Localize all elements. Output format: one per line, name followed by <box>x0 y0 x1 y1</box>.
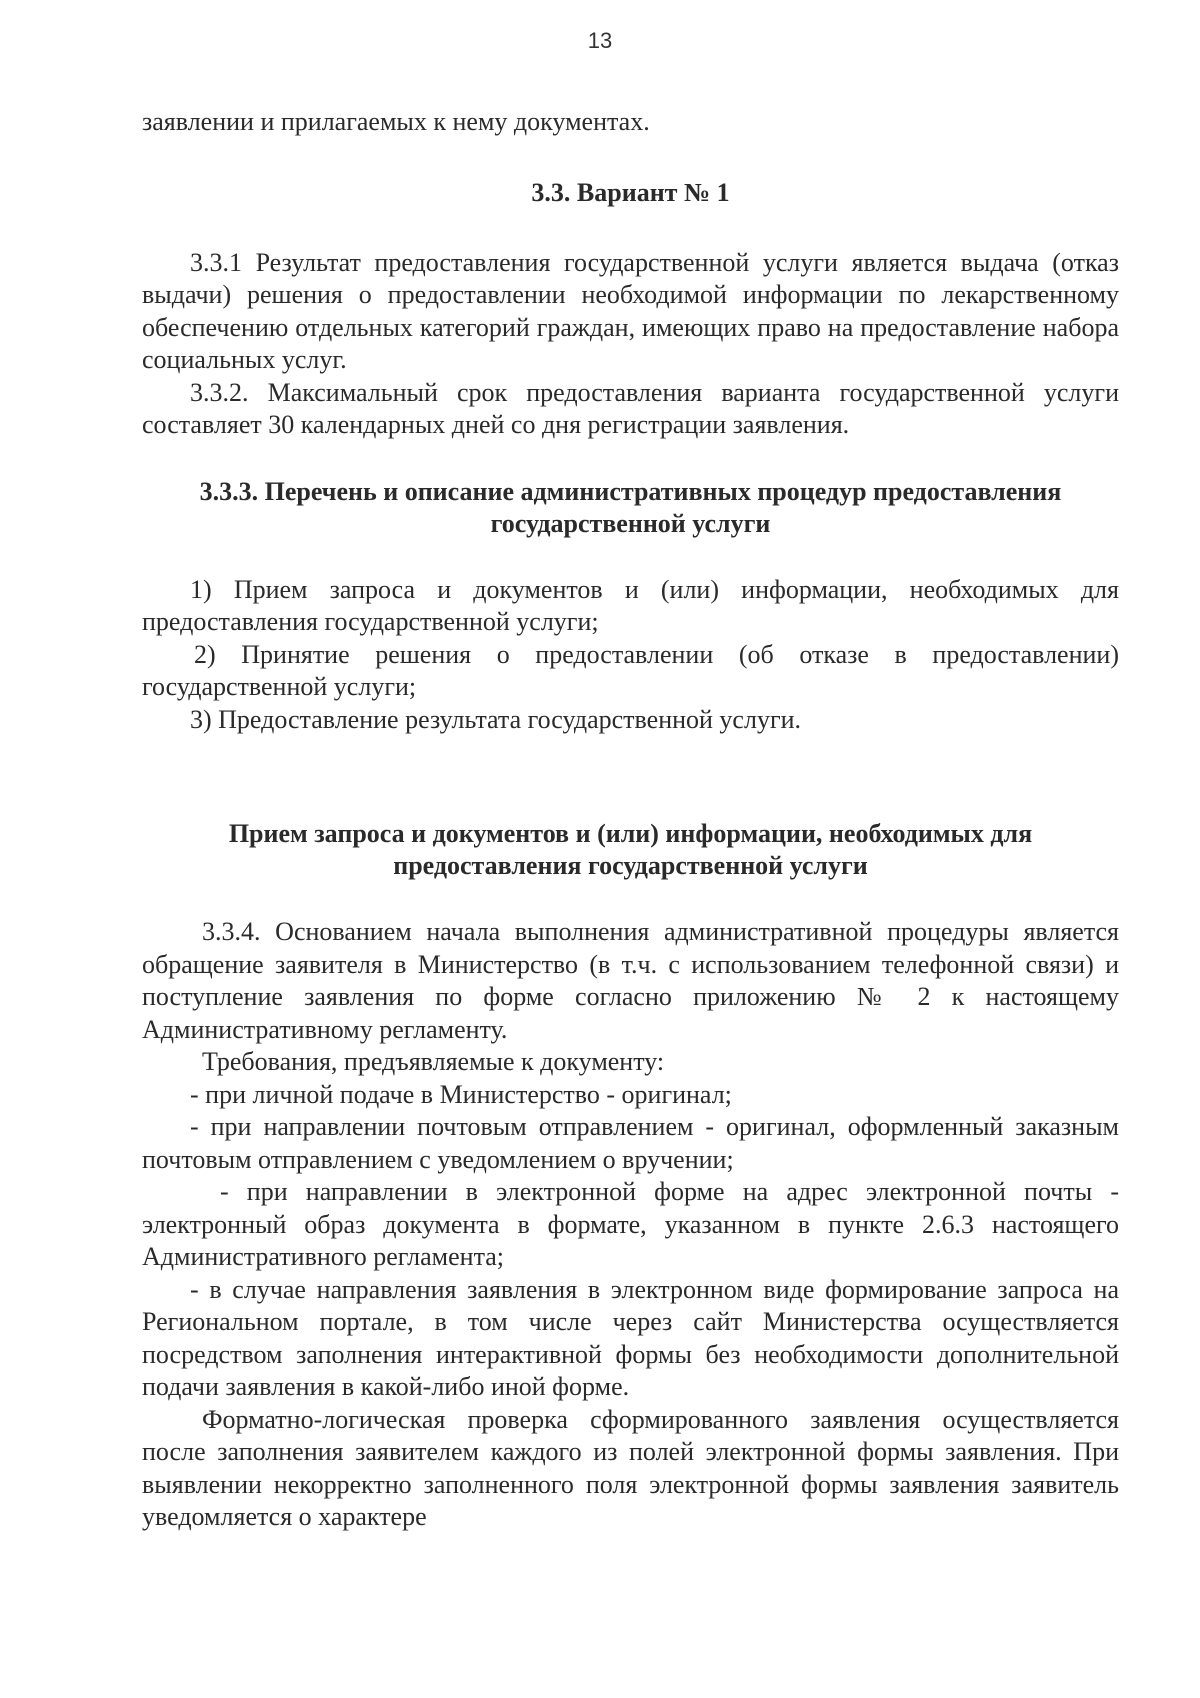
paragraph-3-3-1: 3.3.1 Результат предоставления государственной услуги является выдача (отказ выдачи) решения о предоставлении необходимой информации по лекарственному обеспечению отдельных категорий граждан, имеющих право на предоставление набора социальных услуг. <box>142 247 1119 374</box>
requirement-email: - при направлении в электронной форме на адрес электронной почты - электронный образ документа в формате, указанном в пункте 2.6.3 настоящего Административного регламента; <box>142 1177 1119 1271</box>
paragraph-3-3-2: 3.3.2. Максимальный срок предоставления варианта государственной услуги составляет 30 календарных дней со дня регистрации заявления. <box>142 377 1119 439</box>
heading-priem-zaprosa: Прием запроса и документов и (или) информации, необходимых для предоставления государственной услуги <box>228 819 1033 880</box>
heading-variant-1: 3.3. Вариант № 1 <box>531 177 730 207</box>
page-number: 13 <box>587 28 613 53</box>
list-item-3: 3) Предоставление результата государственной услуги. <box>190 704 802 734</box>
heading-3-3-3: 3.3.3. Перечень и описание административных процедур предоставления государственной услуги <box>199 476 1062 538</box>
paragraph-3-3-4: 3.3.4. Основанием начала выполнения административной процедуры является обращение заявителя в Министерство (в т.ч. с использованием телефонной связи) и поступление заявления по форме согласно приложению № 2 к настоящему Административному регламенту. <box>142 917 1119 1044</box>
requirements-intro: Требования, предъявляемые к документу: <box>202 1047 665 1076</box>
list-item-1: 1) Прием запроса и документов и (или) информации, необходимых для предоставления государственной услуги; <box>142 574 1119 636</box>
requirement-postal: - при направлении почтовым отправлением - оригинал, оформленный заказным почтовым отправлением с уведомлением о вручении; <box>142 1112 1119 1174</box>
requirement-personal: - при личной подаче в Министерство - оригинал; <box>190 1079 732 1109</box>
paragraph-continuation: заявлении и прилагаемых к нему документах. <box>142 107 650 136</box>
paragraph-format-check: Форматно-логическая проверка сформированного заявления осуществляется после заполнения заявителем каждого из полей электронной формы заявления. При выявлении некорректно заполненного поля электронной формы заявления заявитель уведомляется о характере <box>142 1404 1119 1531</box>
list-item-2: 2) Принятие решения о предоставлении (об отказе в предоставлении) государственной услуги; <box>142 639 1119 701</box>
requirement-portal: - в случае направления заявления в электронном виде формирование запроса на Региональном портале, в том числе через сайт Министерства осуществляется посредством заполнения интерактивной формы без необходимости дополнительной подачи заявления в какой-либо иной форме. <box>142 1274 1119 1401</box>
document-body <box>142 106 1119 1534</box>
